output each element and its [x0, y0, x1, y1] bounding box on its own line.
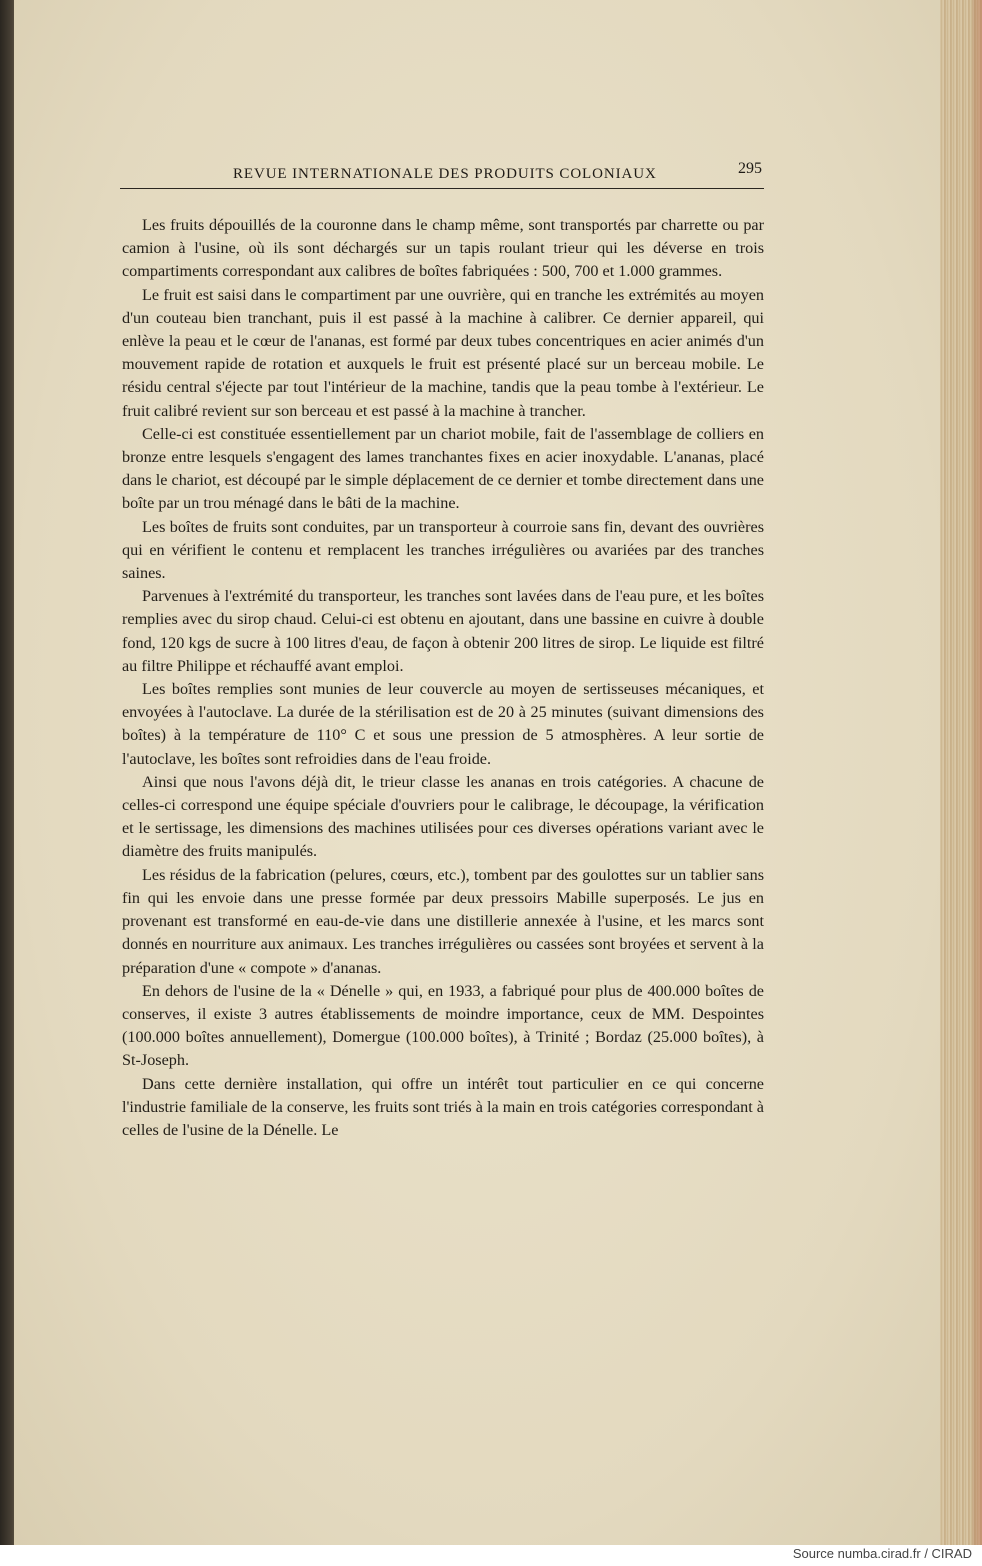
paragraph-4: Les boîtes de fruits sont conduites, par un transporteur à courroie sans fin, devant des ouvrières qui en vérifient le contenu et remplacent les tranches irrégulières ou avariées par des tranches saines. [122, 517, 764, 583]
paragraph-1: Les fruits dépouillés de la couronne dans le champ même, sont transportés par charrette ou par camion à l'usine, où ils sont déchargés sur un tapis roulant trieur qui les déverse en trois compartiments correspondant aux calibres de boîtes fabriquées : 500, 700 et 1.000 grammes. [122, 216, 764, 281]
paragraph-9: En dehors de l'usine de la « Dénelle » qui, en 1933, a fabriqué pour plus de 400.000 boîtes de conserves, il existe 3 autres établissements de moindre importance, ceux de MM. Despointes (100.000 boîtes annuellement), Domergue (100.000 boîtes), à Trinité ; Bordaz (25.000 boîtes), à St-Joseph. [122, 981, 764, 1070]
paragraph-2: Le fruit est saisi dans le compartiment par une ouvrière, qui en tranche les extrémités au moyen d'un couteau bien tranchant, puis il est passé à la machine à calibrer. Ce dernier appareil, qui enlève la peau et le cœur de l'ananas, est formé par deux tubes concentriques en acier animés d'un mouvement rapide de rotation et auxquels le fruit est présenté placé sur un berceau mobile. Le résidu central s'éjecte par tout l'intérieur de la machine, tandis que la peau tombe à l'extérieur. Le fruit calibré revient sur son berceau et est passé à la machine à trancher. [122, 285, 764, 420]
page-stack-edges [940, 0, 982, 1545]
paragraph-5: Parvenues à l'extrémité du transporteur, les tranches sont lavées dans de l'eau pure, et les boîtes remplies avec du sirop chaud. Celui-ci est obtenu en ajoutant, dans une bassine en cuivre à double fond, 120 kgs de sucre à 100 litres d'eau, de façon à obtenir 200 litres de sirop. Le liquide est filtré au filtre Philippe et réchauffé avant emploi. [122, 587, 764, 675]
paragraph-3: Celle-ci est constituée essentiellement par un chariot mobile, fait de l'assemblage de colliers en bronze entre lesquels s'engagent des lames tranchantes fixes en acier inoxydable. L'ananas, placé dans le chariot, est découpé par le simple déplacement de ce dernier et tombe directement dans une boîte par un trou ménagé dans le bâti de la machine. [122, 424, 764, 513]
running-header [120, 158, 764, 189]
paragraph-8: Les résidus de la fabrication (pelures, cœurs, etc.), tombent par des goulottes sur un tablier sans fin qui les envoie dans une presse formée par deux pressoirs Mabille superposés. Le jus en provenant est transformé en eau-de-vie dans une distillerie annexée à l'usine, et les marcs sont donnés en nourriture aux animaux. Les tranches irrégulières ou cassées sont broyées et servent à la préparation d'une « compote » d'ananas. [122, 865, 764, 977]
page-number: 295 [738, 160, 762, 177]
body-text [122, 214, 764, 1142]
paragraph-10: Dans cette dernière installation, qui offre un intérêt tout particulier en ce qui concerne l'industrie familiale de la conserve, les fruits sont triés à la main en trois catégories correspondant à celles de l'usine de la Dénelle. Le [122, 1074, 764, 1139]
journal-title: REVUE INTERNATIONALE DES PRODUITS COLONIAUX [233, 166, 657, 182]
source-credit: Source numba.cirad.fr / CIRAD [792, 1546, 972, 1561]
paragraph-7: Ainsi que nous l'avons déjà dit, le trieur classe les ananas en trois catégories. A chacune de celles-ci correspond une équipe spéciale d'ouvriers pour le calibrage, le découpage, la vérification et le sertissage, les dimensions des machines utilisées pour ces diverses opérations variant avec le diamètre des fruits manipulés. [122, 772, 764, 861]
paragraph-6: Les boîtes remplies sont munies de leur couvercle au moyen de sertisseuses mécaniques, et envoyées à l'autoclave. La durée de la stérilisation est de 20 à 25 minutes (suivant dimensions des boîtes) à la température de 110° C et sous une pression de 5 atmosphères. A leur sortie de l'autoclave, les boîtes sont refroidies dans de l'eau froide. [122, 680, 764, 768]
